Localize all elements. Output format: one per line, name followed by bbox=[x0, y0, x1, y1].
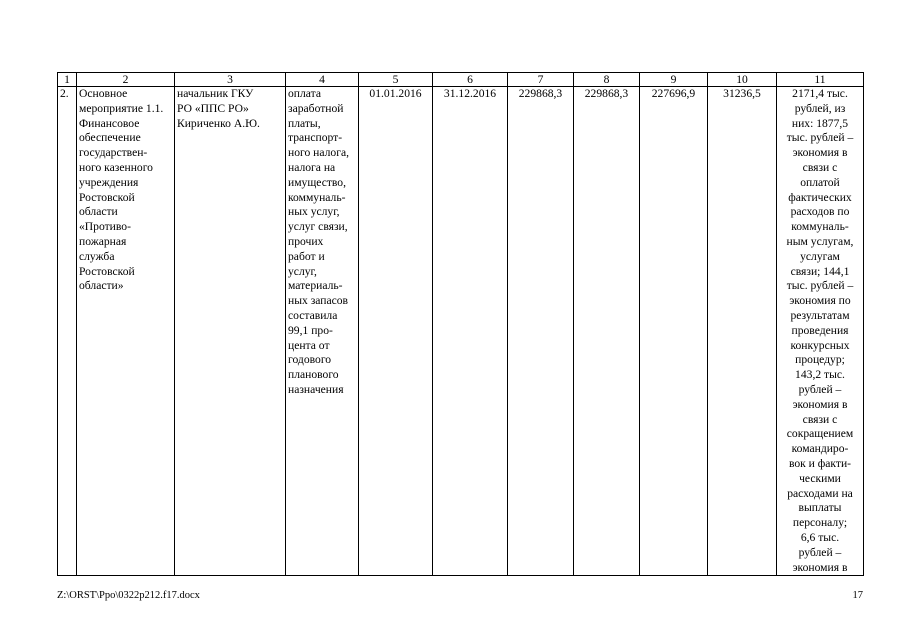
table-row bbox=[58, 87, 864, 576]
col9-cell: 227696,9 bbox=[640, 87, 708, 576]
header-cell-10: 10 bbox=[708, 73, 777, 87]
end-date-cell: 31.12.2016 bbox=[433, 87, 508, 576]
measure-cell: Основное мероприятие 1.1. Финансовое обеспечение государствен- ного казенного учреждения Ростовской области «Противо- пожарная служба Ростовской области» bbox=[77, 87, 175, 576]
header-cell-6: 6 bbox=[433, 73, 508, 87]
report-table bbox=[57, 72, 864, 576]
col7-cell: 229868,3 bbox=[508, 87, 574, 576]
header-cell-7: 7 bbox=[508, 73, 574, 87]
header-cell-3: 3 bbox=[175, 73, 286, 87]
col11-cell: 2171,4 тыс. рублей, из них: 1877,5 тыс. рублей – экономия в связи с оплатой фактических расходов по коммуналь- ным услугам, услугам связи; 144,1 тыс. рублей – экономия по результатам проведения конкурсных процедур; 143,2 тыс. рублей – экономия в связи с сокращением командиро- вок и факти- ческими расходами на выплаты персоналу; 6,6 тыс. рублей – экономия в bbox=[777, 87, 864, 576]
result-cell: оплата заработной платы, транспорт- ного налога, налога на имущество, коммуналь- ных услуг, услуг связи, прочих работ и услуг, материаль- ных запасов составила 99,1 про- цента от годового планового назначения bbox=[286, 87, 359, 576]
header-cell-4: 4 bbox=[286, 73, 359, 87]
col10-cell: 31236,5 bbox=[708, 87, 777, 576]
header-cell-1: 1 bbox=[58, 73, 77, 87]
responsible-cell: начальник ГКУ РО «ППС РО» Кириченко А.Ю. bbox=[175, 87, 286, 576]
header-row bbox=[58, 73, 864, 87]
header-cell-5: 5 bbox=[359, 73, 433, 87]
row-number: 2. bbox=[58, 87, 77, 576]
header-cell-11: 11 bbox=[777, 73, 864, 87]
footer-file-path: Z:\ORST\Ppo\0322p212.f17.docx bbox=[57, 590, 200, 601]
header-cell-2: 2 bbox=[77, 73, 175, 87]
start-date-cell: 01.01.2016 bbox=[359, 87, 433, 576]
col8-cell: 229868,3 bbox=[574, 87, 640, 576]
footer-page-number: 17 bbox=[852, 590, 863, 601]
header-cell-9: 9 bbox=[640, 73, 708, 87]
header-cell-8: 8 bbox=[574, 73, 640, 87]
